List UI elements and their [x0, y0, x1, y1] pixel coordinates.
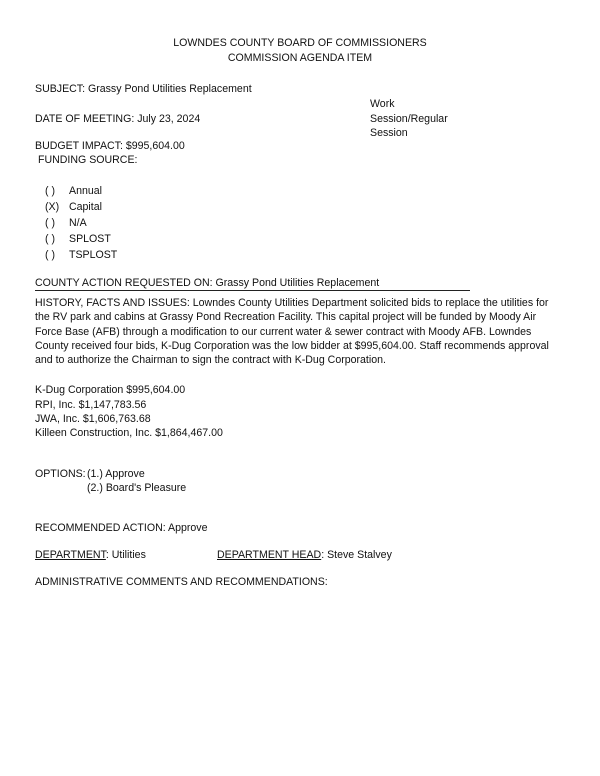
department: [35, 548, 146, 562]
funding-option-label: Annual: [69, 185, 102, 197]
checkbox-mark: ( ): [45, 249, 55, 261]
department-head: [217, 548, 392, 562]
county-action-requested: COUNTY ACTION REQUESTED ON: Grassy Pond Utilities Replacement: [35, 277, 380, 289]
options-label: OPTIONS:: [35, 468, 86, 480]
date-of-meeting: DATE OF MEETING: July 23, 2024: [35, 113, 201, 125]
department-label: DEPARTMENT: [35, 549, 106, 561]
recommended-action: RECOMMENDED ACTION: Approve: [35, 522, 208, 534]
funding-option-label: N/A: [69, 217, 87, 229]
checkbox-mark: ( ): [45, 233, 55, 245]
bid-item: RPI, Inc. $1,147,783.56: [35, 399, 147, 411]
department-value: : Utilities: [105, 549, 146, 561]
meeting-type-line2: Session/Regular: [370, 113, 448, 125]
funding-option-annual: [45, 184, 102, 198]
checkbox-mark: (X): [45, 201, 60, 213]
funding-option-label: SPLOST: [69, 233, 111, 245]
bid-item: Killeen Construction, Inc. $1,864,467.00: [35, 427, 223, 439]
department-head-value: : Steve Stalvey: [321, 549, 392, 561]
header-subtitle: COMMISSION AGENDA ITEM: [227, 52, 373, 64]
meeting-type-line3: Session: [370, 127, 408, 139]
funding-option-tsplost: [45, 248, 117, 262]
funding-option-capital: [45, 200, 102, 214]
meeting-type-line1: Work: [370, 98, 395, 110]
history-facts-issues: HISTORY, FACTS AND ISSUES: Lowndes County Utilities Department solicited bids to replace the utilities for the RV park and cabins at Grassy Pond Recreation Facility. This capital project will be funded by Moody Air Force Base (AFB) through a modification to our current water & sewer contract with Moody AFB. Lowndes County received four bids, K-Dug Corporation was the low bidder at $995,604.00. Staff recommends approval and to authorize the Chairman to sign the contract with K-Dug Corporation.: [35, 297, 549, 367]
budget-impact: BUDGET IMPACT: $995,604.00: [35, 140, 185, 152]
funding-option-splost: [45, 232, 111, 246]
checkbox-mark: ( ): [45, 185, 55, 197]
option-item: (1.) Approve: [87, 468, 145, 480]
administrative-comments: ADMINISTRATIVE COMMENTS AND RECOMMENDATIONS:: [35, 576, 328, 588]
funding-source-label: FUNDING SOURCE:: [38, 154, 138, 166]
section-divider: [35, 290, 470, 291]
subject: SUBJECT: Grassy Pond Utilities Replacement: [35, 83, 252, 95]
bid-item: K-Dug Corporation $995,604.00: [35, 384, 186, 396]
funding-option-label: TSPLOST: [69, 249, 118, 261]
checkbox-mark: ( ): [45, 217, 55, 229]
funding-option-label: Capital: [69, 201, 102, 213]
funding-option-na: [45, 216, 87, 230]
department-head-label: DEPARTMENT HEAD: [217, 549, 322, 561]
bid-item: JWA, Inc. $1,606,763.68: [35, 413, 151, 425]
option-item: (2.) Board's Pleasure: [87, 482, 187, 494]
header-title: LOWNDES COUNTY BOARD OF COMMISSIONERS: [173, 37, 427, 49]
